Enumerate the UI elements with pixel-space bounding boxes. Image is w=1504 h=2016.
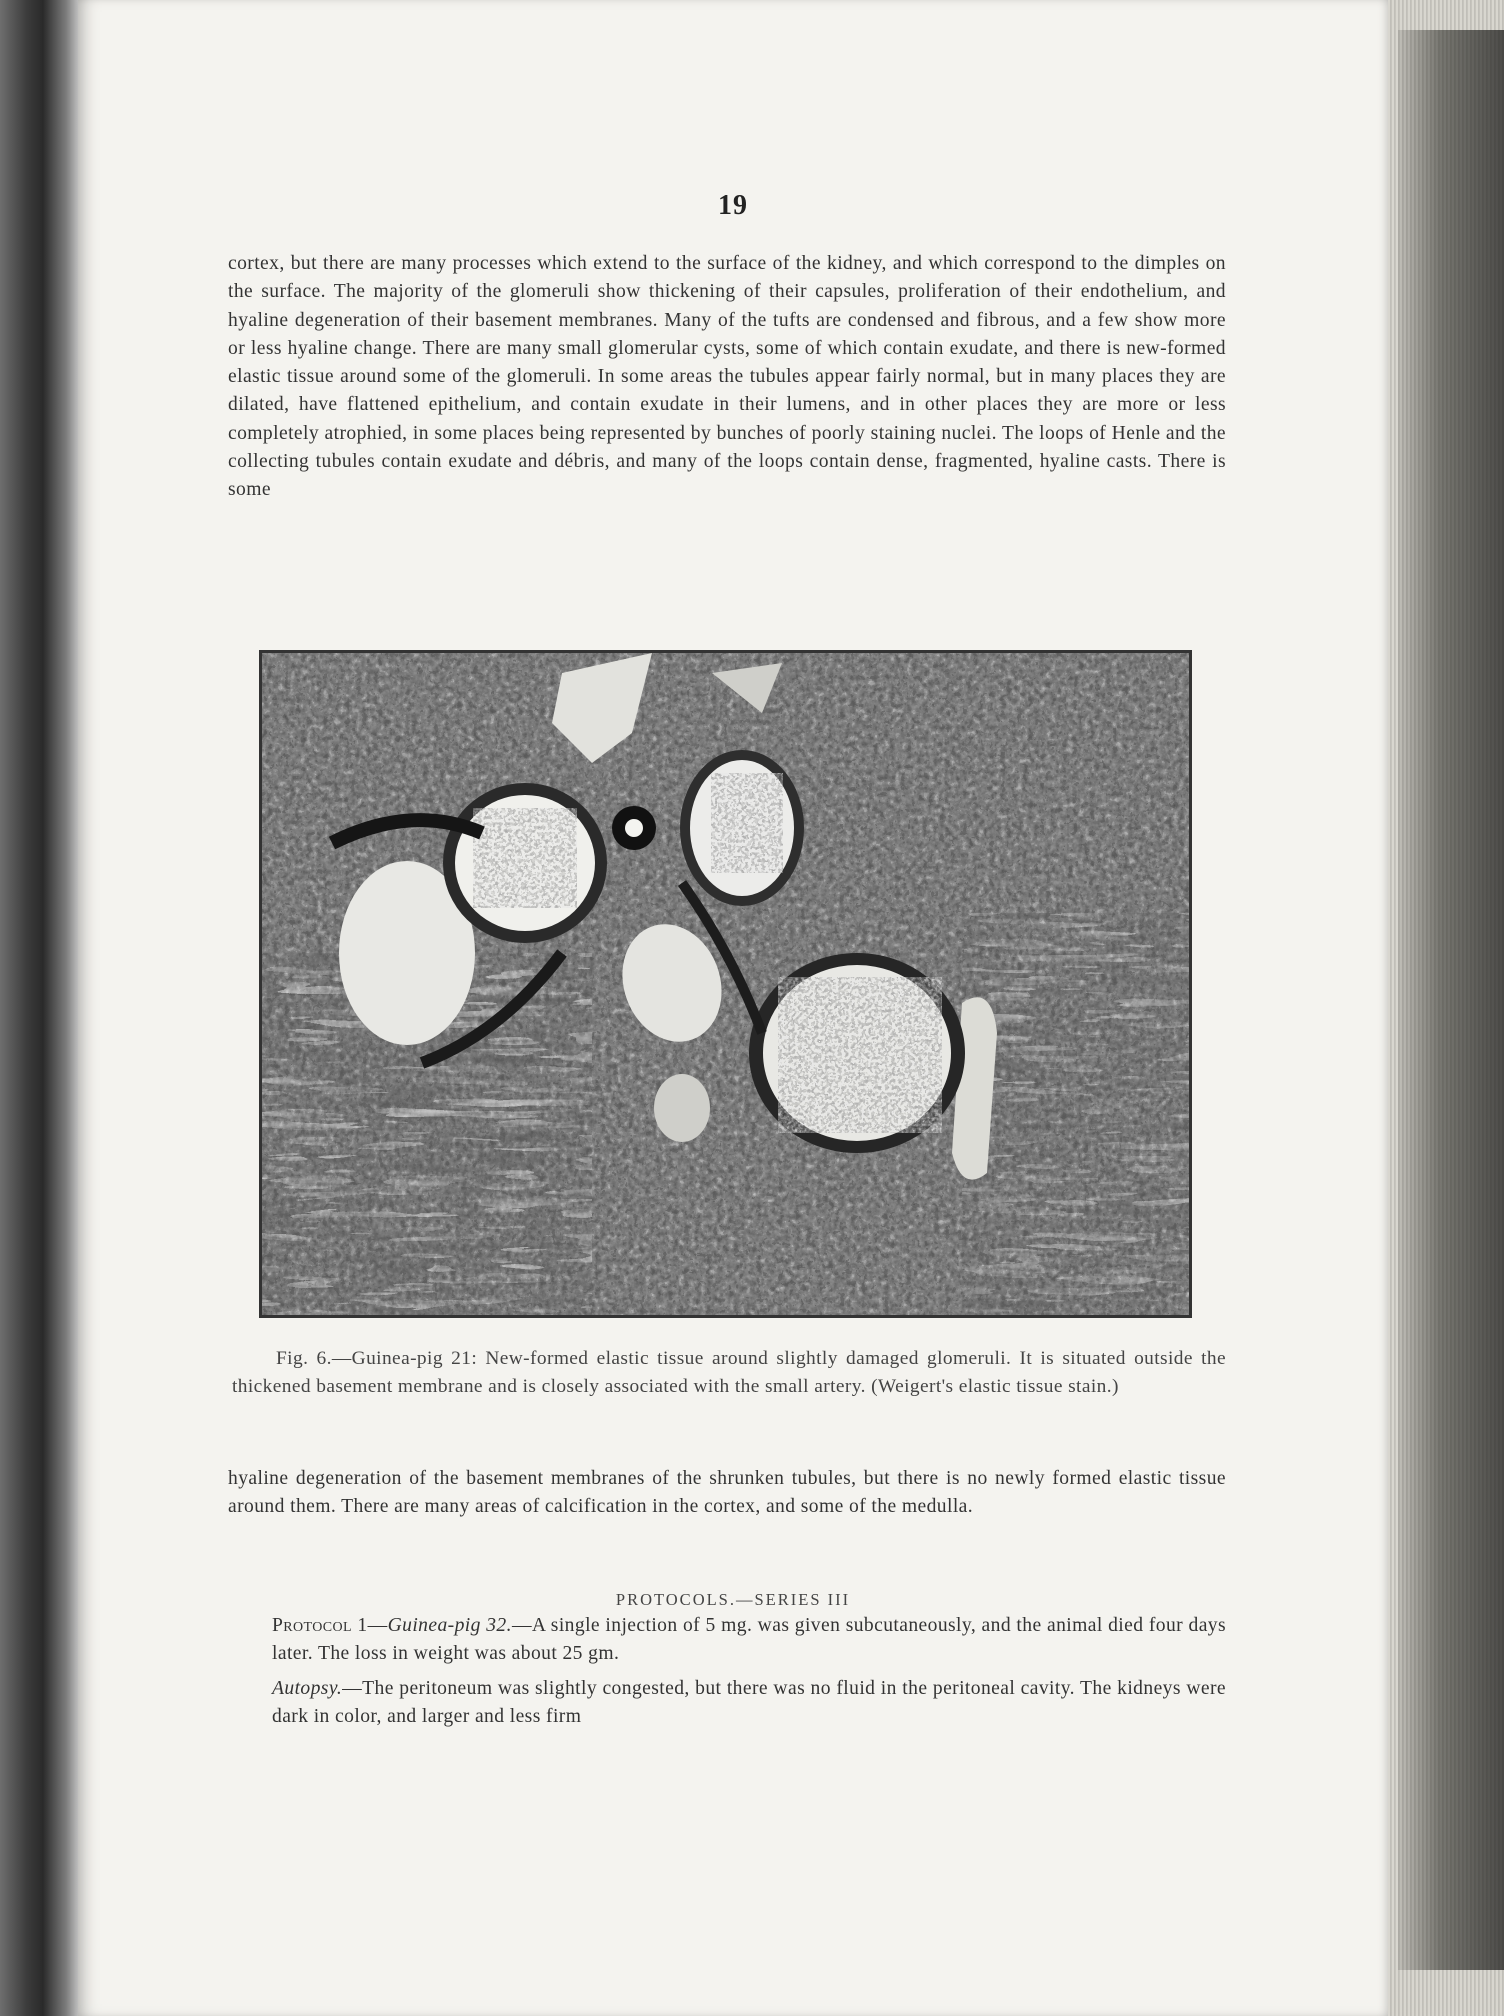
body-paragraph-top — [228, 250, 1226, 505]
page-number: 19 — [718, 190, 748, 221]
figure-caption-text: —Guinea-pig 21: New-formed elastic tissue around slightly damaged glomeruli. It is situated outside the thickened basement membrane and is closely associated with the small artery. (Weigert's elastic tissue stain.) — [232, 1348, 1226, 1397]
micrograph-image — [262, 653, 1189, 1315]
page-edges-shadow — [1398, 30, 1504, 1970]
paragraph-text: cortex, but there are many processes which extend to the surface of the kidney, and which correspond to the dimples on the surface. The majority of the glomeruli show thickening of their capsules, proliferation of their endothelium, and hyaline degeneration of their basement membranes. Many of the tufts are condensed and fibrous, and a few show more or less hyaline change. There are many small glomerular cysts, some of which contain exudate, and there is new-formed elastic tissue around some of the glomeruli. In some areas the tubules appear fairly normal, but in many places they are dilated, have flattened epithelium, and contain exudate in their lumens, and in other places they are more or less completely atrophied, in some places being represented by bunches of poorly staining nuclei. The loops of Henle and the collecting tubules contain exudate and débris, and many of the loops contain dense, fragmented, hyaline casts. There is some — [228, 253, 1226, 501]
protocol-label: Protocol — [272, 1615, 352, 1636]
protocol-subject: Guinea-pig 32. — [387, 1615, 512, 1636]
book-binding — [0, 0, 78, 2016]
protocol-paragraph — [228, 1612, 1226, 1669]
autopsy-paragraph — [228, 1675, 1226, 1732]
protocol-number: 1— — [351, 1615, 388, 1636]
book-page — [78, 0, 1388, 2016]
figure-caption — [232, 1345, 1226, 1401]
autopsy-label: Autopsy. — [272, 1677, 343, 1699]
protocol-text: —A single injection of 5 mg. was given subcutaneously, and the animal died four days later. The loss in weight was about 25 gm. — [272, 1615, 1227, 1665]
paragraph-text: hyaline degeneration of the basement membranes of the shrunken tubules, but there is no newly formed elastic tissue around them. There are many areas of calcification in the cortex, and some of the medulla. — [228, 1468, 1226, 1518]
protocol-block — [228, 1612, 1226, 1731]
figure-label: Fig. 6. — [276, 1348, 332, 1369]
section-heading: PROTOCOLS.—SERIES III — [615, 1590, 851, 1609]
body-paragraph-after-figure — [228, 1465, 1226, 1522]
autopsy-text: —The peritoneum was slightly congested, but there was no fluid in the peritoneal cavity. The kidneys were dark in color, and larger and less firm — [272, 1677, 1226, 1727]
micrograph-figure — [259, 650, 1192, 1318]
